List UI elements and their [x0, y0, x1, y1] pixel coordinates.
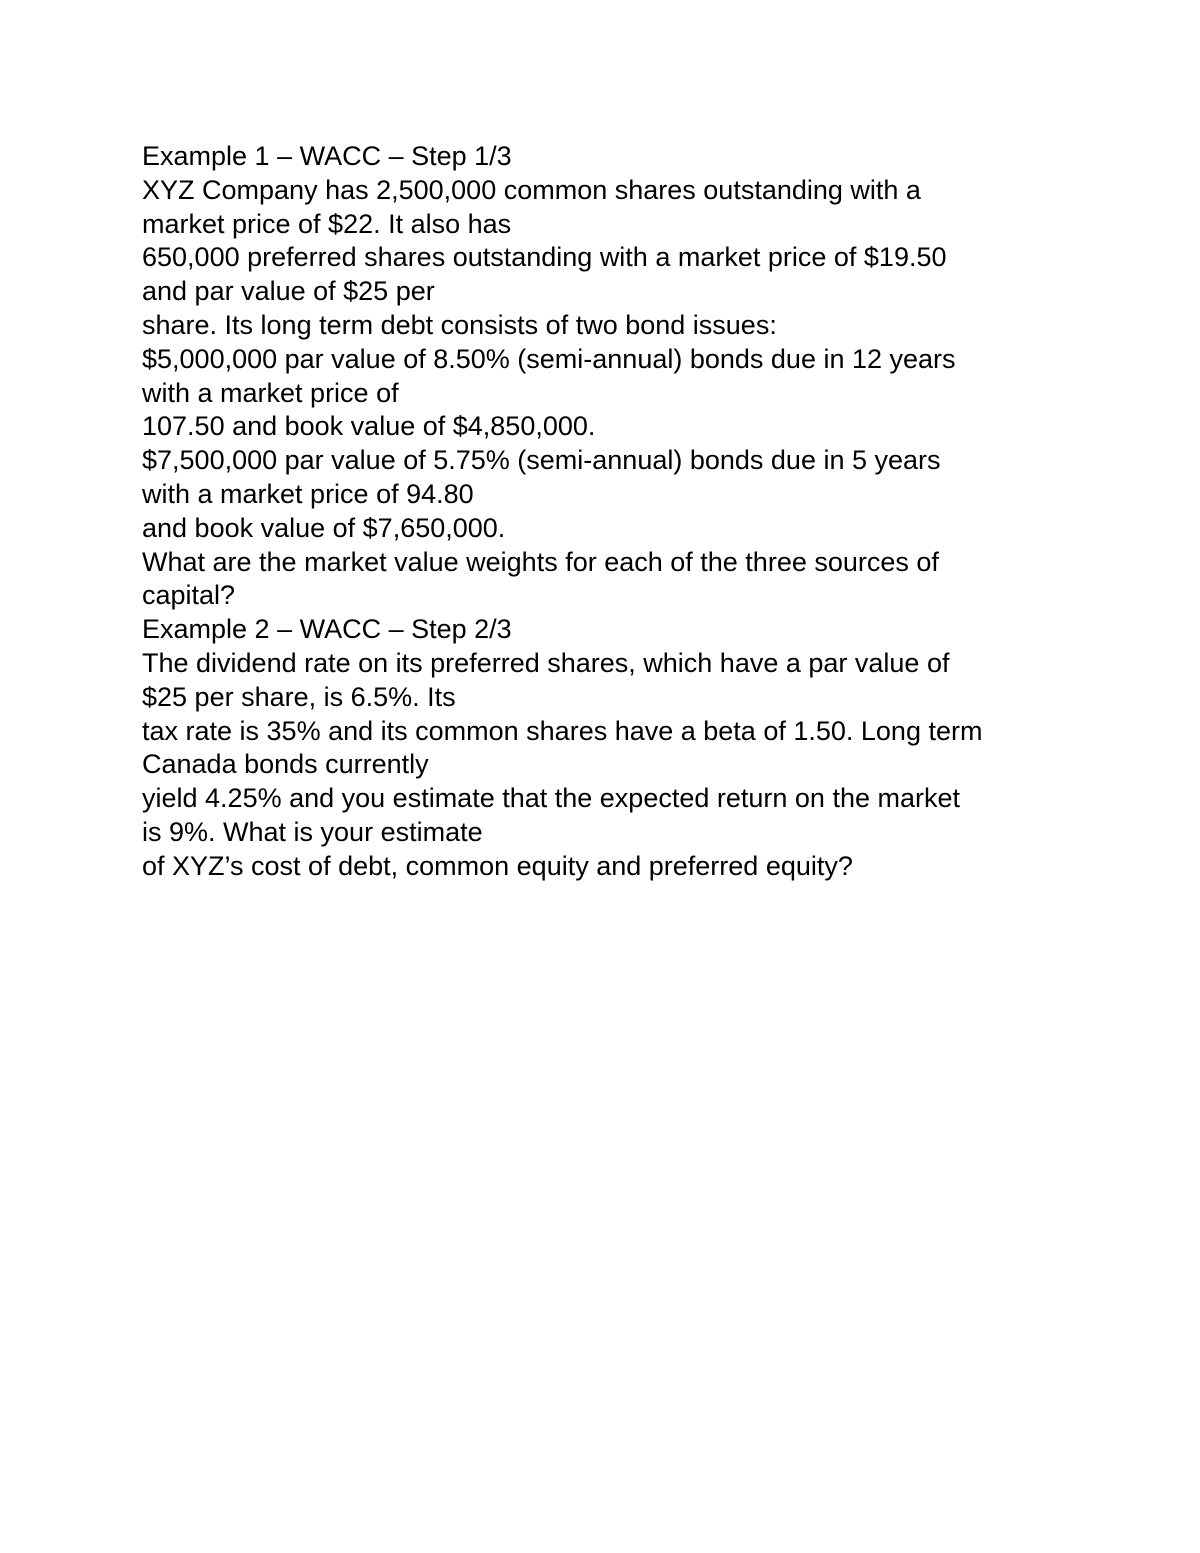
- text-line: with a market price of 94.80: [142, 478, 474, 509]
- text-line: Canada bonds currently: [142, 749, 429, 780]
- document-text: [142, 140, 1142, 884]
- text-line: of XYZ’s cost of debt, common equity and preferred equity?: [142, 850, 853, 881]
- example-1-heading: Example 1 – WACC – Step 1/3: [142, 141, 512, 171]
- text-line: The dividend rate on its preferred shares, which have a par value of: [142, 647, 950, 678]
- text-line: XYZ Company has 2,500,000 common shares outstanding with a: [142, 174, 921, 205]
- text-line: share. Its long term debt consists of two bond issues:: [142, 309, 777, 340]
- text-line: What are the market value weights for each of the three sources of: [142, 546, 939, 577]
- text-line: yield 4.25% and you estimate that the expected return on the market: [142, 783, 960, 814]
- text-line: and par value of $25 per: [142, 276, 435, 307]
- text-line: $7,500,000 par value of 5.75% (semi-annual) bonds due in 5 years: [142, 445, 941, 476]
- text-line: market price of $22. It also has: [142, 208, 512, 239]
- text-line: and book value of $7,650,000.: [142, 512, 506, 543]
- text-line: 650,000 preferred shares outstanding with a market price of $19.50: [142, 242, 947, 273]
- text-line: with a market price of: [142, 377, 399, 408]
- text-line: $5,000,000 par value of 8.50% (semi-annual) bonds due in 12 years: [142, 343, 956, 374]
- text-line: capital?: [142, 580, 236, 611]
- example-2-heading: Example 2 – WACC – Step 2/3: [142, 614, 512, 645]
- text-line: 107.50 and book value of $4,850,000.: [142, 411, 596, 442]
- text-line: $25 per share, is 6.5%. Its: [142, 681, 456, 712]
- text-line: is 9%. What is your estimate: [142, 816, 483, 847]
- text-line: tax rate is 35% and its common shares have a beta of 1.50. Long term: [142, 715, 983, 746]
